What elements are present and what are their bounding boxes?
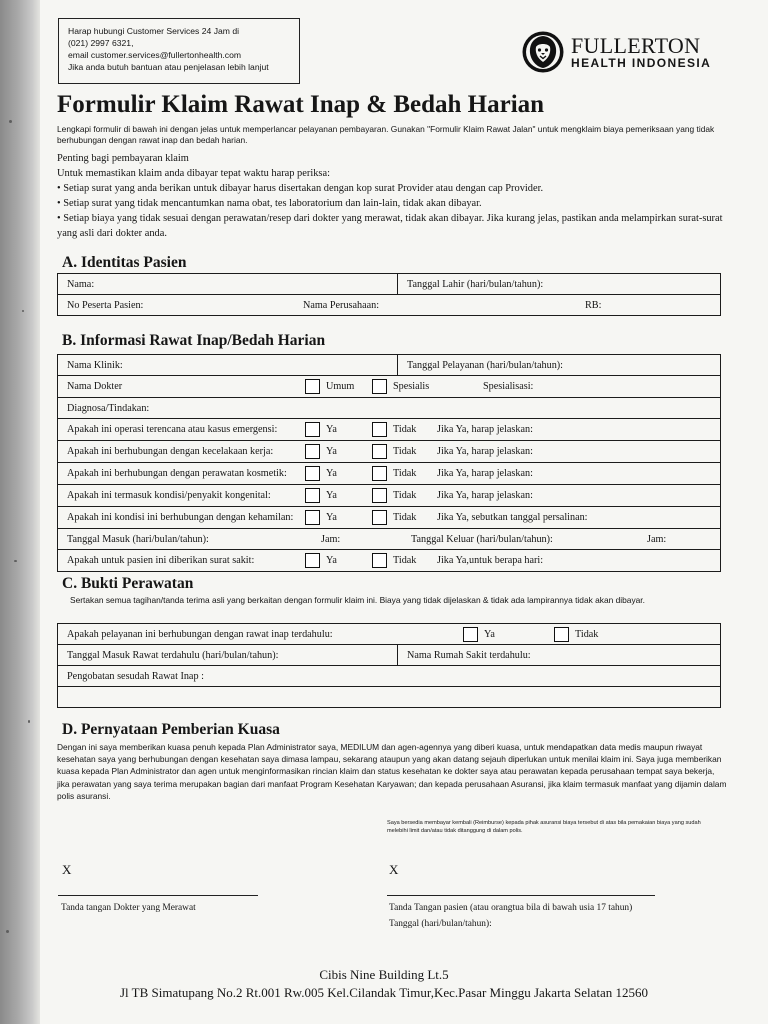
tidak-label: Tidak <box>393 424 417 435</box>
patient-signature-line[interactable] <box>387 895 655 896</box>
doctor-signature-x: X <box>62 862 72 877</box>
question-row-kosmetik <box>58 463 721 485</box>
question-label: Apakah ini operasi terencana atau kasus emergensi: <box>67 424 278 435</box>
patient-signature-x: X <box>389 862 399 877</box>
question-row-kehamilan <box>58 507 721 529</box>
doctor-signature-line[interactable] <box>58 895 258 896</box>
nama-rumah-sakit-label: Nama Rumah Sakit terdahulu: <box>407 649 531 661</box>
pengobatan-extra-line[interactable] <box>58 687 721 708</box>
tanggal-lahir-field[interactable] <box>398 274 721 295</box>
nama-dokter-row <box>58 376 721 398</box>
signature-date-label[interactable]: Tanggal (hari/bulan/tahun): <box>389 919 492 929</box>
tidak-label: Tidak <box>393 490 417 501</box>
contact-line-1: Harap hubungi Customer Services 24 Jam di <box>68 26 240 36</box>
lion-emblem-icon <box>521 30 565 74</box>
follow-up-label[interactable]: Jika Ya, harap jelaskan: <box>437 424 533 435</box>
question-row-operasi <box>58 419 721 441</box>
logo-name: FULLERTON <box>571 33 701 58</box>
follow-up-label[interactable]: Jika Ya,untuk berapa hari: <box>437 555 544 566</box>
ya-checkbox[interactable] <box>305 466 320 481</box>
section-c-table <box>57 623 721 708</box>
follow-up-label[interactable]: Jika Ya, harap jelaskan: <box>437 446 533 457</box>
footer-address: Jl TB Simatupang No.2 Rt.001 Rw.005 Kel.Cilandak Timur,Kec.Pasar Minggu Jakarta Selatan 12560 <box>119 985 649 1000</box>
tidak-checkbox[interactable] <box>554 627 569 642</box>
follow-up-label[interactable]: Jika Ya, sebutkan tanggal persalinan: <box>437 512 588 523</box>
form-title: Formulir Klaim Rawat Inap & Bedah Harian <box>57 91 545 118</box>
important-bullet: • Setiap surat yang anda berikan untuk dibayar harus disertakan dengan kop surat Provider atau dengan cap Provider. <box>57 183 544 194</box>
tanggal-pelayanan-label: Tanggal Pelayanan (hari/bulan/tahun): <box>407 359 564 371</box>
contact-line-4: Jika anda butuh bantuan atau penjelasan lebih lanjut <box>68 62 269 72</box>
tidak-checkbox[interactable] <box>372 510 387 525</box>
ya-checkbox[interactable] <box>463 627 478 642</box>
nama-klinik-field[interactable] <box>58 355 398 376</box>
logo-subtitle: HEALTH INDONESIA <box>571 56 712 70</box>
nama-dokter-label[interactable]: Nama Dokter <box>67 381 123 392</box>
question-row-kongenital <box>58 485 721 507</box>
ya-label: Ya <box>326 468 337 479</box>
intro-text: Lengkapi formulir di bawah ini dengan jelas untuk memperlancar pelayanan pembayaran. Gunakan "Formulir Klaim Rawat Jalan" untuk mengklaim biaya pemeriksaan yang tidak berhubungan dengan rawat inap dan bedah harian. <box>57 124 715 145</box>
section-b-table <box>57 354 721 572</box>
jam-keluar-label[interactable]: Jam: <box>647 533 667 545</box>
ya-checkbox[interactable] <box>305 488 320 503</box>
question-label: Apakah ini berhubungan dengan perawatan kosmetik: <box>67 468 287 479</box>
question-label: Apakah ini kondisi ini berhubungan dengan kehamilan: <box>67 512 294 523</box>
company-logo <box>521 28 731 80</box>
ya-checkbox[interactable] <box>305 422 320 437</box>
tanggal-masuk-keluar-row <box>58 529 721 550</box>
important-subheading: Untuk memastikan klaim anda dibayar tepat waktu harap periksa: <box>57 168 330 179</box>
footer-building: Cibis Nine Building Lt.5 <box>319 967 449 982</box>
pengobatan-label: Pengobatan sesudah Rawat Inap : <box>67 670 204 682</box>
follow-up-label[interactable]: Jika Ya, harap jelaskan: <box>437 468 533 479</box>
ya-checkbox[interactable] <box>305 553 320 568</box>
tanggal-masuk-terdahulu-label: Tanggal Masuk Rawat terdahulu (hari/bulan/tahun): <box>67 649 279 661</box>
tidak-checkbox[interactable] <box>372 422 387 437</box>
section-d-heading: D. Pernyataan Pemberian Kuasa <box>62 721 280 738</box>
contact-box <box>58 18 300 84</box>
nama-perusahaan-label[interactable]: Nama Perusahaan: <box>303 299 380 311</box>
pengobatan-field[interactable] <box>58 666 721 687</box>
tidak-label: Tidak <box>393 555 417 566</box>
section-c-note: Sertakan semua tagihan/tanda terima asli yang berkaitan dengan formulir klaim ini. Biaya yang tidak dijelaskan & tidak ada lampirannya tidak akan dibayar. <box>70 595 645 605</box>
reimburse-note: Saya bersedia membayar kembali (Reimburse) kepada pihak asuransi biaya tersebut di atas bila pemakaian biaya yang sudah melebihi limit dan/atau tidak ditanggung di dalam polis. <box>387 820 701 834</box>
ya-checkbox[interactable] <box>305 444 320 459</box>
tidak-label: Tidak <box>393 446 417 457</box>
nama-rumah-sakit-field[interactable] <box>398 645 721 666</box>
ya-checkbox[interactable] <box>305 510 320 525</box>
important-bullet: • Setiap surat yang tidak mencantumkan nama obat, tes laboratorium dan lain-lain, tidak akan dibayar. <box>57 198 482 209</box>
contact-line-3: email customer.services@fullertonhealth.com <box>68 50 242 60</box>
tanggal-pelayanan-field[interactable] <box>398 355 721 376</box>
tanggal-masuk-terdahulu-field[interactable] <box>58 645 398 666</box>
tidak-checkbox[interactable] <box>372 444 387 459</box>
tidak-checkbox[interactable] <box>372 488 387 503</box>
question-row-kecelakaan <box>58 441 721 463</box>
question-label: Apakah untuk pasien ini diberikan surat sakit: <box>67 555 255 566</box>
ya-label: Ya <box>326 490 337 501</box>
section-b-heading: B. Informasi Rawat Inap/Bedah Harian <box>62 332 326 349</box>
rb-label[interactable]: RB: <box>585 299 602 311</box>
spesialis-checkbox[interactable] <box>372 379 387 394</box>
nama-label: Nama: <box>67 278 95 290</box>
important-bullet: • Setiap biaya yang tidak sesuai dengan perawatan/resep dari dokter yang merawat, tidak akan dibayar. Jika kurang jelas, pastikan anda melampirkan surat-surat yang asli dari dokter anda. <box>57 213 723 239</box>
tanggal-lahir-label: Tanggal Lahir (hari/bulan/tahun): <box>407 278 544 290</box>
section-a-heading: A. Identitas Pasien <box>62 254 187 271</box>
follow-up-label[interactable]: Jika Ya, harap jelaskan: <box>437 490 533 501</box>
tidak-checkbox[interactable] <box>372 553 387 568</box>
peserta-row <box>58 295 721 316</box>
diagnosa-label: Diagnosa/Tindakan: <box>67 402 150 414</box>
important-notes <box>57 151 729 241</box>
ya-label: Ya <box>326 424 337 435</box>
tidak-label: Tidak <box>393 468 417 479</box>
question-label: Apakah pelayanan ini berhubungan dengan rawat inap terdahulu: <box>67 628 333 640</box>
umum-label: Umum <box>326 381 355 392</box>
question-label: Apakah ini berhubungan dengan kecelakaan kerja: <box>67 446 274 457</box>
tanggal-keluar-label[interactable]: Tanggal Keluar (hari/bulan/tahun): <box>411 533 553 545</box>
question-label: Apakah ini termasuk kondisi/penyakit kongenital: <box>67 490 271 501</box>
question-row-surat-sakit <box>58 550 721 572</box>
umum-checkbox[interactable] <box>305 379 320 394</box>
patient-signature-caption: Tanda Tangan pasien (atau orangtua bila di bawah usia 17 tahun) <box>389 903 633 913</box>
ya-label: Ya <box>484 628 495 640</box>
ya-label: Ya <box>326 555 337 566</box>
tanggal-masuk-label[interactable]: Tanggal Masuk (hari/bulan/tahun): <box>67 533 209 545</box>
section-a-table <box>57 273 721 316</box>
spesialis-label: Spesialis <box>393 381 430 392</box>
declaration-text: Dengan ini saya memberikan kuasa penuh kepada Plan Administrator saya, MEDILUM dan agen-agennya yang diberi kuasa, untuk mendapatkan data medis maupun riwayat kesehatan saya yang berhubungan dengan kesehatan saya dimasa lampau, sekarang ataupun yang akan datang sejauh diperlukan untuk menilai klaim ini. Saya juga memberikan kuasa kepada Plan Administrator dan agen untuk menginformasikan rincian klaim dan status kesehatan ke dokter saya atau perawatan kepada perusahaan tempat saya bekerja, jika perawatan yang saya terima merupakan bagian dari manfaat Program Kesehatan Karyawan; dan kepada perusahaan Asuransi, jika klaim termasuk manfaat yang dijamin dalam polis asuransi. <box>57 742 727 801</box>
no-peserta-label[interactable]: No Peserta Pasien: <box>67 299 144 311</box>
ya-label: Ya <box>326 446 337 457</box>
tidak-label: Tidak <box>575 628 599 640</box>
scan-binding-edge <box>0 0 40 1024</box>
nama-klinik-label: Nama Klinik: <box>67 359 123 371</box>
ya-label: Ya <box>326 512 337 523</box>
nama-field[interactable] <box>58 274 398 295</box>
diagnosa-field[interactable] <box>58 398 721 419</box>
rawat-inap-terdahulu-row <box>58 624 721 645</box>
spesialisasi-label[interactable]: Spesialisasi: <box>483 381 534 392</box>
contact-line-2: (021) 2997 6321, <box>68 38 134 48</box>
important-heading: Penting bagi pembayaran klaim <box>57 153 189 164</box>
jam-masuk-label[interactable]: Jam: <box>321 533 341 545</box>
tidak-checkbox[interactable] <box>372 466 387 481</box>
section-c-heading: C. Bukti Perawatan <box>62 575 194 592</box>
doctor-signature-caption: Tanda tangan Dokter yang Merawat <box>61 903 196 913</box>
tidak-label: Tidak <box>393 512 417 523</box>
